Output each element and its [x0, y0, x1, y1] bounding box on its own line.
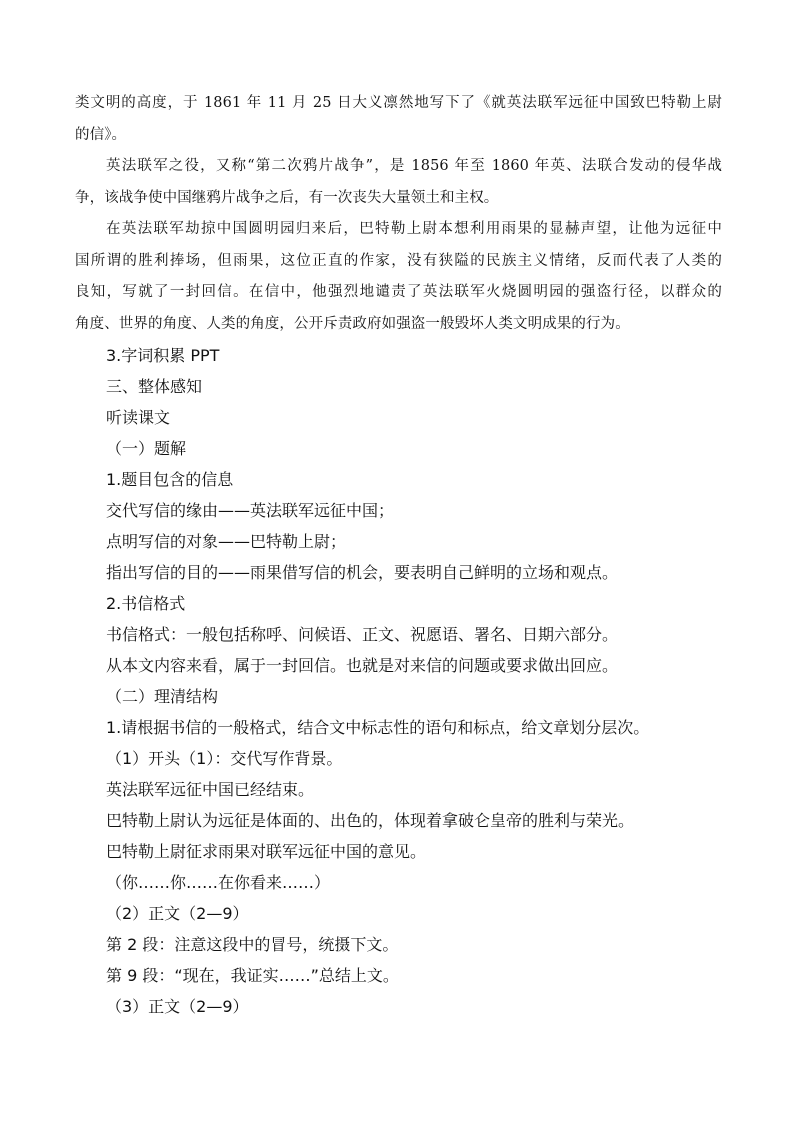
outline-text: 从本文内容来看，属于一封回信。也就是对来信的问题或要求做出回应。: [106, 656, 619, 675]
subsection-heading-structure: （二）理清结构: [106, 687, 219, 706]
outline-item-listen: 听读课文: [106, 408, 171, 427]
paragraph-intro-continuation: [75, 88, 722, 151]
outline-text: （你……你……在你看来……）: [106, 873, 331, 892]
text-line: 争，该战争使中国继鸦片战争之后，有一次丧失大量领土和主权。: [75, 189, 499, 206]
outline-text: 点明写信的对象——巴特勒上尉；: [106, 532, 347, 551]
lesson-outline: [75, 340, 722, 1022]
outline-text: 第 2 段：注意这段中的冒号，统摄下文。: [106, 935, 399, 954]
text-line: 良知，写就了一封回信。在信中，他强烈地谴责了英法联军火烧圆明园的强盗行径，以群众的: [75, 284, 722, 300]
text-line: 国所谓的胜利捧场，但雨果，这位正直的作家，没有狭隘的民族主义情绪，反而代表了人类的: [75, 252, 722, 269]
outline-item-opening: （1）开头（1）：交代写作背景。: [106, 749, 343, 768]
outline-text: 交代写信的缘由——英法联军远征中国；: [106, 501, 395, 520]
text-line: 角度、世界的角度、人类的角度，公开斥责政府如强盗一般毁坏人类文明成果的行为。: [75, 315, 630, 332]
outline-item-vocabulary: 3.字词积累 PPT: [106, 346, 220, 365]
text-line: 英法联军之役，又称“第二次鸦片战争”，是 1856 年至 1860 年英、法联合发动的侵华战: [106, 158, 722, 174]
subsection-heading-title-explain: （一）题解: [106, 439, 187, 458]
outline-text: 巴特勒上尉认为远征是体面的、出色的，体现着拿破仑皇帝的胜利与荣光。: [106, 811, 635, 830]
outline-text: 英法联军远征中国已经结束。: [106, 780, 315, 799]
paragraph-letter-context: [75, 214, 722, 340]
text-line: 的信》。: [75, 126, 127, 143]
outline-item-structure-question: 1.请根据书信的一般格式，结合文中标志性的语句和标点，给文章划分层次。: [106, 718, 650, 737]
outline-text: 巴特勒上尉征求雨果对联军远征中国的意见。: [106, 842, 427, 861]
outline-item-body: （3）正文（2—9）: [106, 997, 249, 1016]
section-heading-overall: 三、整体感知: [106, 377, 203, 396]
outline-text: 指出写信的目的——雨果借写信的机会，要表明自己鲜明的立场和观点。: [106, 563, 619, 582]
outline-item-body: （2）正文（2—9）: [106, 904, 249, 923]
outline-item-title-info: 1.题目包含的信息: [106, 470, 234, 489]
paragraph-war-background: [75, 151, 722, 214]
text-line: 在英法联军劫掠中国圆明园归来后，巴特勒上尉本想利用雨果的显赫声望，让他为远征中: [106, 221, 722, 237]
outline-text: 第 9 段：“现在，我证实……”总结上文。: [106, 966, 399, 985]
outline-item-letter-format: 2.书信格式: [106, 594, 186, 613]
outline-text: 书信格式：一般包括称呼、问候语、正文、祝愿语、署名、日期六部分。: [106, 625, 619, 644]
text-line: 类文明的高度，于 1861 年 11 月 25 日大义凛然地写下了《就英法联军远征中国致巴特勒上尉: [75, 95, 722, 111]
